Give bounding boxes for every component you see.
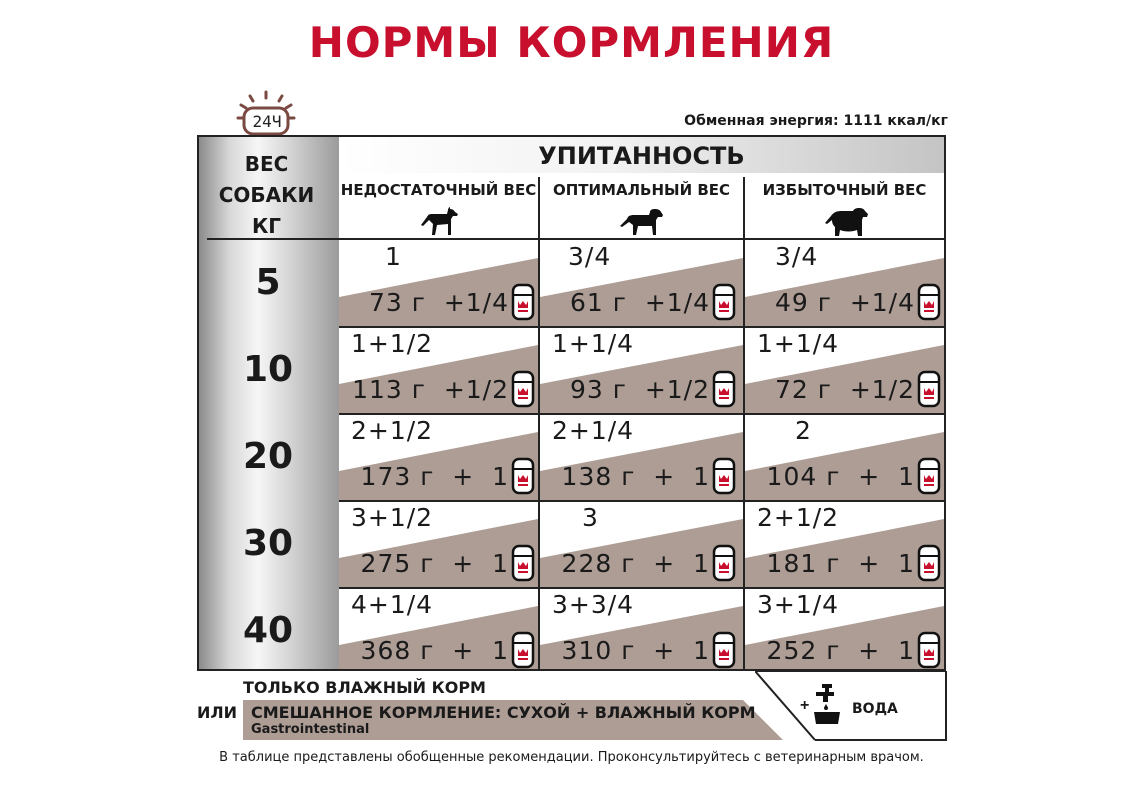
row-divider <box>339 413 944 415</box>
wet-food-portion: 2+1/2 <box>757 503 840 532</box>
feeding-cell <box>745 501 944 588</box>
or-label: ИЛИ <box>197 703 238 722</box>
wet-food-can-icon <box>712 283 736 321</box>
wet-food-can-icon <box>917 283 941 321</box>
wet-food-portion: 4+1/4 <box>351 590 434 619</box>
feeding-cell <box>339 327 538 414</box>
weight-header-line: СОБАКИ <box>218 183 315 207</box>
dry-food-grams: 73 г +1/4 <box>369 288 509 317</box>
dry-food-grams: 49 г +1/4 <box>775 288 915 317</box>
dry-food-grams: 368 г + 1 <box>360 636 509 665</box>
dry-food-grams: 113 г +1/2 <box>352 375 509 404</box>
column-label: НЕДОСТАТОЧНЫЙ ВЕС <box>340 181 537 199</box>
column-header-overweight <box>745 173 944 239</box>
weight-value: 10 <box>242 349 294 390</box>
wet-food-can-icon <box>917 544 941 582</box>
only-wet-label: ТОЛЬКО ВЛАЖНЫЙ КОРМ <box>243 678 486 697</box>
feeding-cell <box>339 588 538 671</box>
thin-dog-icon <box>417 207 459 239</box>
wet-food-portion: 3/4 <box>775 242 819 271</box>
wet-food-portion: 2+1/4 <box>552 416 635 445</box>
feeding-cell <box>339 414 538 501</box>
water-tap-icon <box>812 682 842 726</box>
normal-dog-icon <box>620 207 664 239</box>
wet-food-can-icon <box>712 370 736 408</box>
wet-food-can-icon <box>511 631 535 669</box>
energy-note: Обменная энергия: 1111 ккал/кг <box>684 113 948 129</box>
dry-food-grams: 104 г + 1 <box>766 462 915 491</box>
wet-food-can-icon <box>712 544 736 582</box>
column-header-optimal <box>540 173 743 239</box>
condition-header: УПИТАННОСТЬ <box>538 142 745 170</box>
feeding-cell <box>745 414 944 501</box>
feeding-cell <box>745 588 944 671</box>
wet-food-portion: 1+1/4 <box>757 329 840 358</box>
product-name: Gastrointestinal <box>251 722 370 737</box>
water-legend-box <box>755 671 947 741</box>
weight-header <box>199 149 334 242</box>
dry-food-grams: 181 г + 1 <box>766 549 915 578</box>
row-divider <box>339 326 944 328</box>
row-divider <box>339 587 944 589</box>
wet-food-can-icon <box>511 457 535 495</box>
dry-food-grams: 93 г +1/2 <box>570 375 710 404</box>
feeding-cell <box>540 588 743 671</box>
clock-badge-label: 24Ч <box>252 112 282 131</box>
disclaimer: В таблице представлены обобщенные рекомендации. Проконсультируйтесь с ветеринарным врачом. <box>219 750 924 765</box>
column-label: ИЗБЫТОЧНЫЙ ВЕС <box>762 181 927 199</box>
wet-food-can-icon <box>712 631 736 669</box>
dry-food-grams: 252 г + 1 <box>766 636 915 665</box>
dry-food-grams: 228 г + 1 <box>561 549 710 578</box>
weight-header-line: ВЕС <box>244 152 289 176</box>
dry-food-grams: 173 г + 1 <box>360 462 509 491</box>
wet-food-can-icon <box>917 457 941 495</box>
feeding-cell <box>540 501 743 588</box>
row-divider <box>339 500 944 502</box>
feeding-cell <box>745 240 944 327</box>
column-label: ОПТИМАЛЬНЫЙ ВЕС <box>552 181 731 199</box>
wet-food-portion: 2+1/2 <box>351 416 434 445</box>
dry-food-grams: 61 г +1/4 <box>570 288 710 317</box>
wet-food-portion: 2 <box>795 416 812 445</box>
page-title: НОРМЫ КОРМЛЕНИЯ <box>308 18 835 67</box>
plus-sign: + <box>800 697 810 714</box>
feeding-cell <box>339 501 538 588</box>
wet-food-portion: 3+1/4 <box>757 590 840 619</box>
column-header-underweight <box>339 173 538 239</box>
mixed-feeding-label: СМЕШАННОЕ КОРМЛЕНИЕ: СУХОЙ + ВЛАЖНЫЙ КОРМ <box>251 703 756 722</box>
dry-food-grams: 138 г + 1 <box>561 462 710 491</box>
feeding-table <box>197 135 946 671</box>
feeding-cell <box>339 240 538 327</box>
dry-food-grams: 310 г + 1 <box>561 636 710 665</box>
wet-food-portion: 1+1/4 <box>552 329 635 358</box>
wet-food-can-icon <box>712 457 736 495</box>
weight-value: 20 <box>242 436 294 477</box>
weight-value: 30 <box>242 523 294 564</box>
fat-dog-icon <box>825 207 869 239</box>
feeding-cell <box>745 327 944 414</box>
wet-food-can-icon <box>917 370 941 408</box>
feeding-cell <box>540 327 743 414</box>
wet-food-portion: 3 <box>582 503 599 532</box>
wet-food-portion: 1 <box>385 242 402 271</box>
feeding-cell <box>540 240 743 327</box>
wet-food-portion: 1+1/2 <box>351 329 434 358</box>
water-bowl-icon <box>814 712 840 724</box>
wet-food-can-icon <box>511 544 535 582</box>
wet-food-can-icon <box>511 370 535 408</box>
wet-food-can-icon <box>511 283 535 321</box>
weight-header-line: КГ <box>251 214 282 238</box>
feeding-cell <box>540 414 743 501</box>
weight-value: 40 <box>242 610 294 651</box>
wet-food-portion: 3/4 <box>568 242 612 271</box>
water-label: ВОДА <box>852 701 898 717</box>
wet-food-portion: 3+3/4 <box>552 590 635 619</box>
dry-food-grams: 275 г + 1 <box>360 549 509 578</box>
wet-food-portion: 3+1/2 <box>351 503 434 532</box>
dry-food-grams: 72 г +1/2 <box>775 375 915 404</box>
weight-value: 5 <box>255 262 281 303</box>
wet-food-can-icon <box>917 631 941 669</box>
